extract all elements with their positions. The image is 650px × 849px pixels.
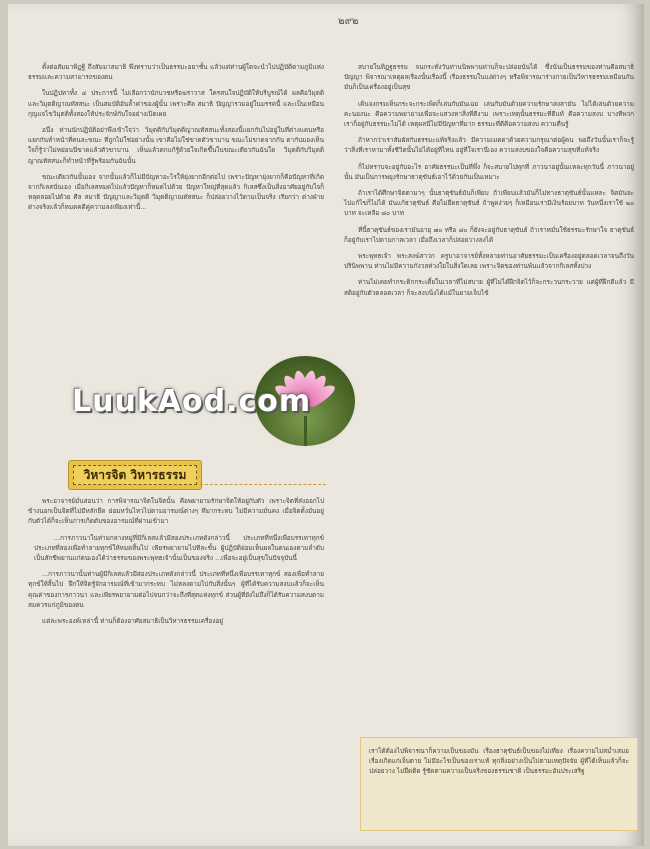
paragraph: ในปฏิปทาทั้ง ๔ ประการนี้ ไม่เลือกว่านักบวชหรือฆราวาส ใครสนใจปฏิบัติให้บริบูรณ์ได้ ผลคือวิมุตติ และวิมุตติญาณทัสสนะ เป็นสมบัติอันล้ำค่าของผู้นั้น เพราะศีล สมาธิ ปัญญารวมอยู่ในมรรคนี้ และเป็นเหมือนกุญแจไขวิมุตติทั้งสองให้ประจักษ์กับใจอย่างเปิดเผย	[28, 89, 324, 118]
paragraph: ตั้งต่อสัมมาทิฏฐิ ถึงสัมมาสมาธิ พึงทราบว่าเป็นธรรมะอยาชั้น แล้วแต่ท่านผู้ใดจะนำไปปฏิบัติตามภูมิแห่งธรรมและความสามารถของตน	[28, 63, 324, 82]
paragraph: เดินจงกรมเห็นกระจะกระเพิดก็เล่นกับมันเฉย เล่นกับมันด้วยความรักษาสงสามัน ไม่ได้เล่นด้วยความคะนองนะ คือความพยายามเพื่อจะแสวงหาสิ่งที่ดีงาม เพราะเหตุนั้นธรรมะที่ดีแท้ คือความสงบ บางทีพวกเราก็อยู่กับธรรมะไม่ได้ เหตุผลนี่ไม่มีปัญหาที่มาก ธรรมะที่ดีคือความสงบ ความตื่นรู้	[344, 99, 634, 129]
quote-paragraph: ...การภาวนาในท่ามกลางหมู่ที่มีกิเลสแล้วมีสองประเภทดังกล่าวนี้ ประเภทที่หนึ่งเพื่อบรรเทาทุกข์ ประเภทที่สองเพื่อทำลายทุกข์ให้หมดสิ้นไป เพียรพยายามไปทีละขั้น ผู้ปฏิบัติย่อมเห็นผลในตนเองตามลำดับ เป็นสักขีพยานแก่ตนเองได้ว่าธรรมของพระพุทธเจ้านั้นเป็นของจริง ...เพื่อจะอยู่เป็นสุขในปัจจุบันนี้	[34, 533, 324, 563]
paragraph: พระอาจารย์มั่นสอนว่า การพิจารณาจิตในจิตนั้น คือพยายามรักษาจิตให้อยู่กับตัว เพราะจิตที่ส่งออกไปข้างนอกเป็นจิตที่ไม่มีหลักยึด ย่อมหวั่นไหวไปตามอารมณ์ต่างๆ ที่มากระทบ ไม่มีความมั่นคง เมื่อจิตตั้งมั่นอยู่กับตัวได้ก็จะเห็นการเกิดดับของอารมณ์ที่ผ่านเข้ามา	[28, 497, 324, 526]
paragraph: ก็ไม่ทราบจะอยู่กับอะไร อาศัยธรรมะเป็นที่พึ่ง ก็จะสบายไปทุกที่ ภาวนาอยู่นั้นแหละทุกวันนี้ ภาวนาอยู่นั้น มันเป็นการพยุงรักษาธาตุขันธ์เอาไว้ด้วยกันเป็นเหมาะ	[344, 162, 634, 181]
book-page	[8, 4, 644, 846]
paragraph: แต่ละพระองค์เหล่านี้ ท่านก็ต้องอาศัยสมาธิเป็นวิหารธรรมเครื่องอยู่	[42, 617, 224, 626]
section-heading-box	[68, 460, 202, 490]
paragraph: ถ้าเราได้ศึกษาจิตตามาๆ นั้นธาตุขันธ์มันก็เพียบ ถ้าเพียบแล้วมันก็ไม่ทางธาตุขันธ์นั้นแหละ จิตมันจะไปแก้ไขก็ไม่ได้ มันแก้ธาตุขันธ์ คือไม่ยึดธาตุขันธ์ ถ้าพูดง่ายๆ ก็เหมือนเรามีเงินร้อยบาท วันหนึ่งเราใช้ ๒๐ บาท จะเหลือ ๘๐ บาท	[344, 189, 634, 218]
watermark-text: LuukAod.com	[72, 384, 312, 419]
section-divider	[200, 484, 326, 485]
highlight-box-text: เราได้ต้องไปพิจารณาก็ความเป็นของมัน เรื่องธาตุขันธ์เป็นของไม่เที่ยง เรื่องความไม่สม่ำเสมอ เรื่องเกิดแก่เจ็บตาย ไม่มีอะไรเป็นของเราแท้ ทุกสิ่งอย่างเป็นไปตามเหตุปัจจัย ผู้ที่ได้เห็นแล้วก็จะปล่อยวาง ไม่ยึดติด รู้ชัดตามความเป็นจริงของธรรมชาติ เป็นธรรมะอันประเสริฐ	[369, 747, 629, 776]
paragraph: สบายในทิฏฐธรรม จนกระทั่งวันท่านนิพพานท่านก็จะปล่อยนั่นได้ ซึ่งนั่นเป็นธรรมของท่านคือสมาธิ ปัญญา พิจารณาเหตุผลเรื่องนั้นเรื่องนี้ เรื่องธรรมในแง่ต่างๆ หรือพิจารณาร่างกายเป็นวิหารธรรมเหมือนกัน มันก็เป็นเครื่องอยู่เป็นสุข	[344, 63, 634, 92]
left-column	[28, 62, 324, 219]
right-column	[344, 62, 634, 304]
left-column-bottom	[28, 496, 324, 632]
paragraph: ...การภาวนานั้นท่านผู้มีกิเลสแล้วมีสองประเภทดังกล่าวนี้ ประเภทที่หนึ่งเพื่อบรรเทาทุกข์ สองเพื่อทำลายทุกข์ให้สิ้นไป ฝึกให้จิตรู้จักอารมณ์ที่เข้ามากระทบ ไม่หลงตามไปกับสิ่งนั้นๆ ผู้ที่ได้รับความสงบแล้วก็จะเห็นคุณค่าของการภาวนา และเพียรพยายามต่อไปจนกว่าจะถึงที่สุดแห่งทุกข์ ส่วนผู้ที่ยังไม่ถึงก็ได้รับความสงบตามสมควรแก่ภูมิของตน	[28, 570, 324, 609]
highlight-box	[360, 737, 638, 831]
paragraph: ขณะเดียวกันนั้นเอง จากนั้นแล้วก็ไม่มีปัญหาอะไรให้ยุ่งยากอีกต่อไป เพราะปัญหายุ่งยากก็คือปัญหาที่เกิดจากกิเลสนั่นเอง เมื่อกิเลสหมดไปแล้วปัญหาก็หมดไปด้วย ปัญหาใหญ่ที่สุดแล้ว กิเลสซึ่งเป็นสิ่งอาศัยอยู่กับใจก็หลุดลอยไปด้วย ศีล สมาธิ ปัญญาและวิมุตติ วิมุตติญาณทัสสนะ ก็ปล่อยวางไว้ตามเป็นจริง เรียกว่า ต่างฝ่ายต่างจริงแล้วก็หมดคดีคู่ความลงเพียงเท่านี้...	[28, 172, 324, 212]
paragraph: ถ้าหากว่าเราสัมผัสกับธรรมะแท้จริงแล้ว มีความเมตตาด้วยความกรุณาต่อผู้คน พอถึงวันนั้นเราก็จะรู้ว่าสิ่งที่เราหามาทั้งชีวิตนั้นไม่ได้อยู่ที่ไหน อยู่ที่ใจเรานี่เอง ความสงบของใจคือความสุขที่แท้จริง	[344, 136, 634, 155]
paragraph: ที่นี้ธาตุขันธ์ของเรามันอายุ ๗๐ หรือ ๘๐ ก็ยังจะอยู่กับธาตุขันธ์ ถ้าเราหมั่นใช้ธรรมะรักษาใจ ธาตุขันธ์ก็อยู่กับเราไปตามกาลเวลา เมื่อถึงเวลาก็ปล่อยวางลงได้	[344, 225, 634, 244]
paragraph: พระพุทธเจ้า พระสงฆ์สาวก ครูบาอาจารย์ทั้งหลายท่านอาศัยธรรมะเป็นเครื่องอยู่ตลอดเวลาจนถึงวันปรินิพพาน ท่านไม่มีความกังวลห่วงใยในสิ่งใดเลย เพราะจิตของท่านพ้นแล้วจากกิเลสทั้งปวง	[344, 252, 634, 271]
page-number: ๒๙๒	[338, 16, 359, 27]
section-heading: วิหารจิต วิหารธรรม	[73, 465, 197, 485]
paragraph: อนึ่ง ท่านนักปฏิบัติอย่าพึงเข้าใจว่า วิมุตติกับวิมุตติญาณทัสสนะทั้งสองนี้แยกกันไปอยู่ในที่ต่างแดนหรือแยกกันทำหน้าที่คนละขณะ ที่ถูกไม่ใช่อย่างนั้น เขาคือไม่ใช่ขาดตัวขาบาน ขณะไม่ขาดจากกัน ตากับมองเห็น ใจก็รู้ว่าไม่หย่อนนี่ขาดแล้วตัวขาบาน เห็นแล้วตกแก้รู้ด้วยใจเกิดขึ้นในขณะเดียวกันฉันใด วิมุตติกับวิมุตติญาณทัสสนะก็ทำหน้าที่รู้พร้อมกันฉันนั้น	[28, 126, 324, 165]
paragraph: ท่านไม่เคยทำกระดิกกระเดี้ยในเวลาที่ไม่สบาย ผู้ที่ไม่ได้ฝึกจิตไว้ก็จะกระวนกระวาย แต่ผู้ที่ฝึกดีแล้ว มีสติอยู่กับตัวตลอดเวลา ก็จะสงบนิ่งได้แม้ในยามเจ็บไข้	[344, 278, 634, 297]
